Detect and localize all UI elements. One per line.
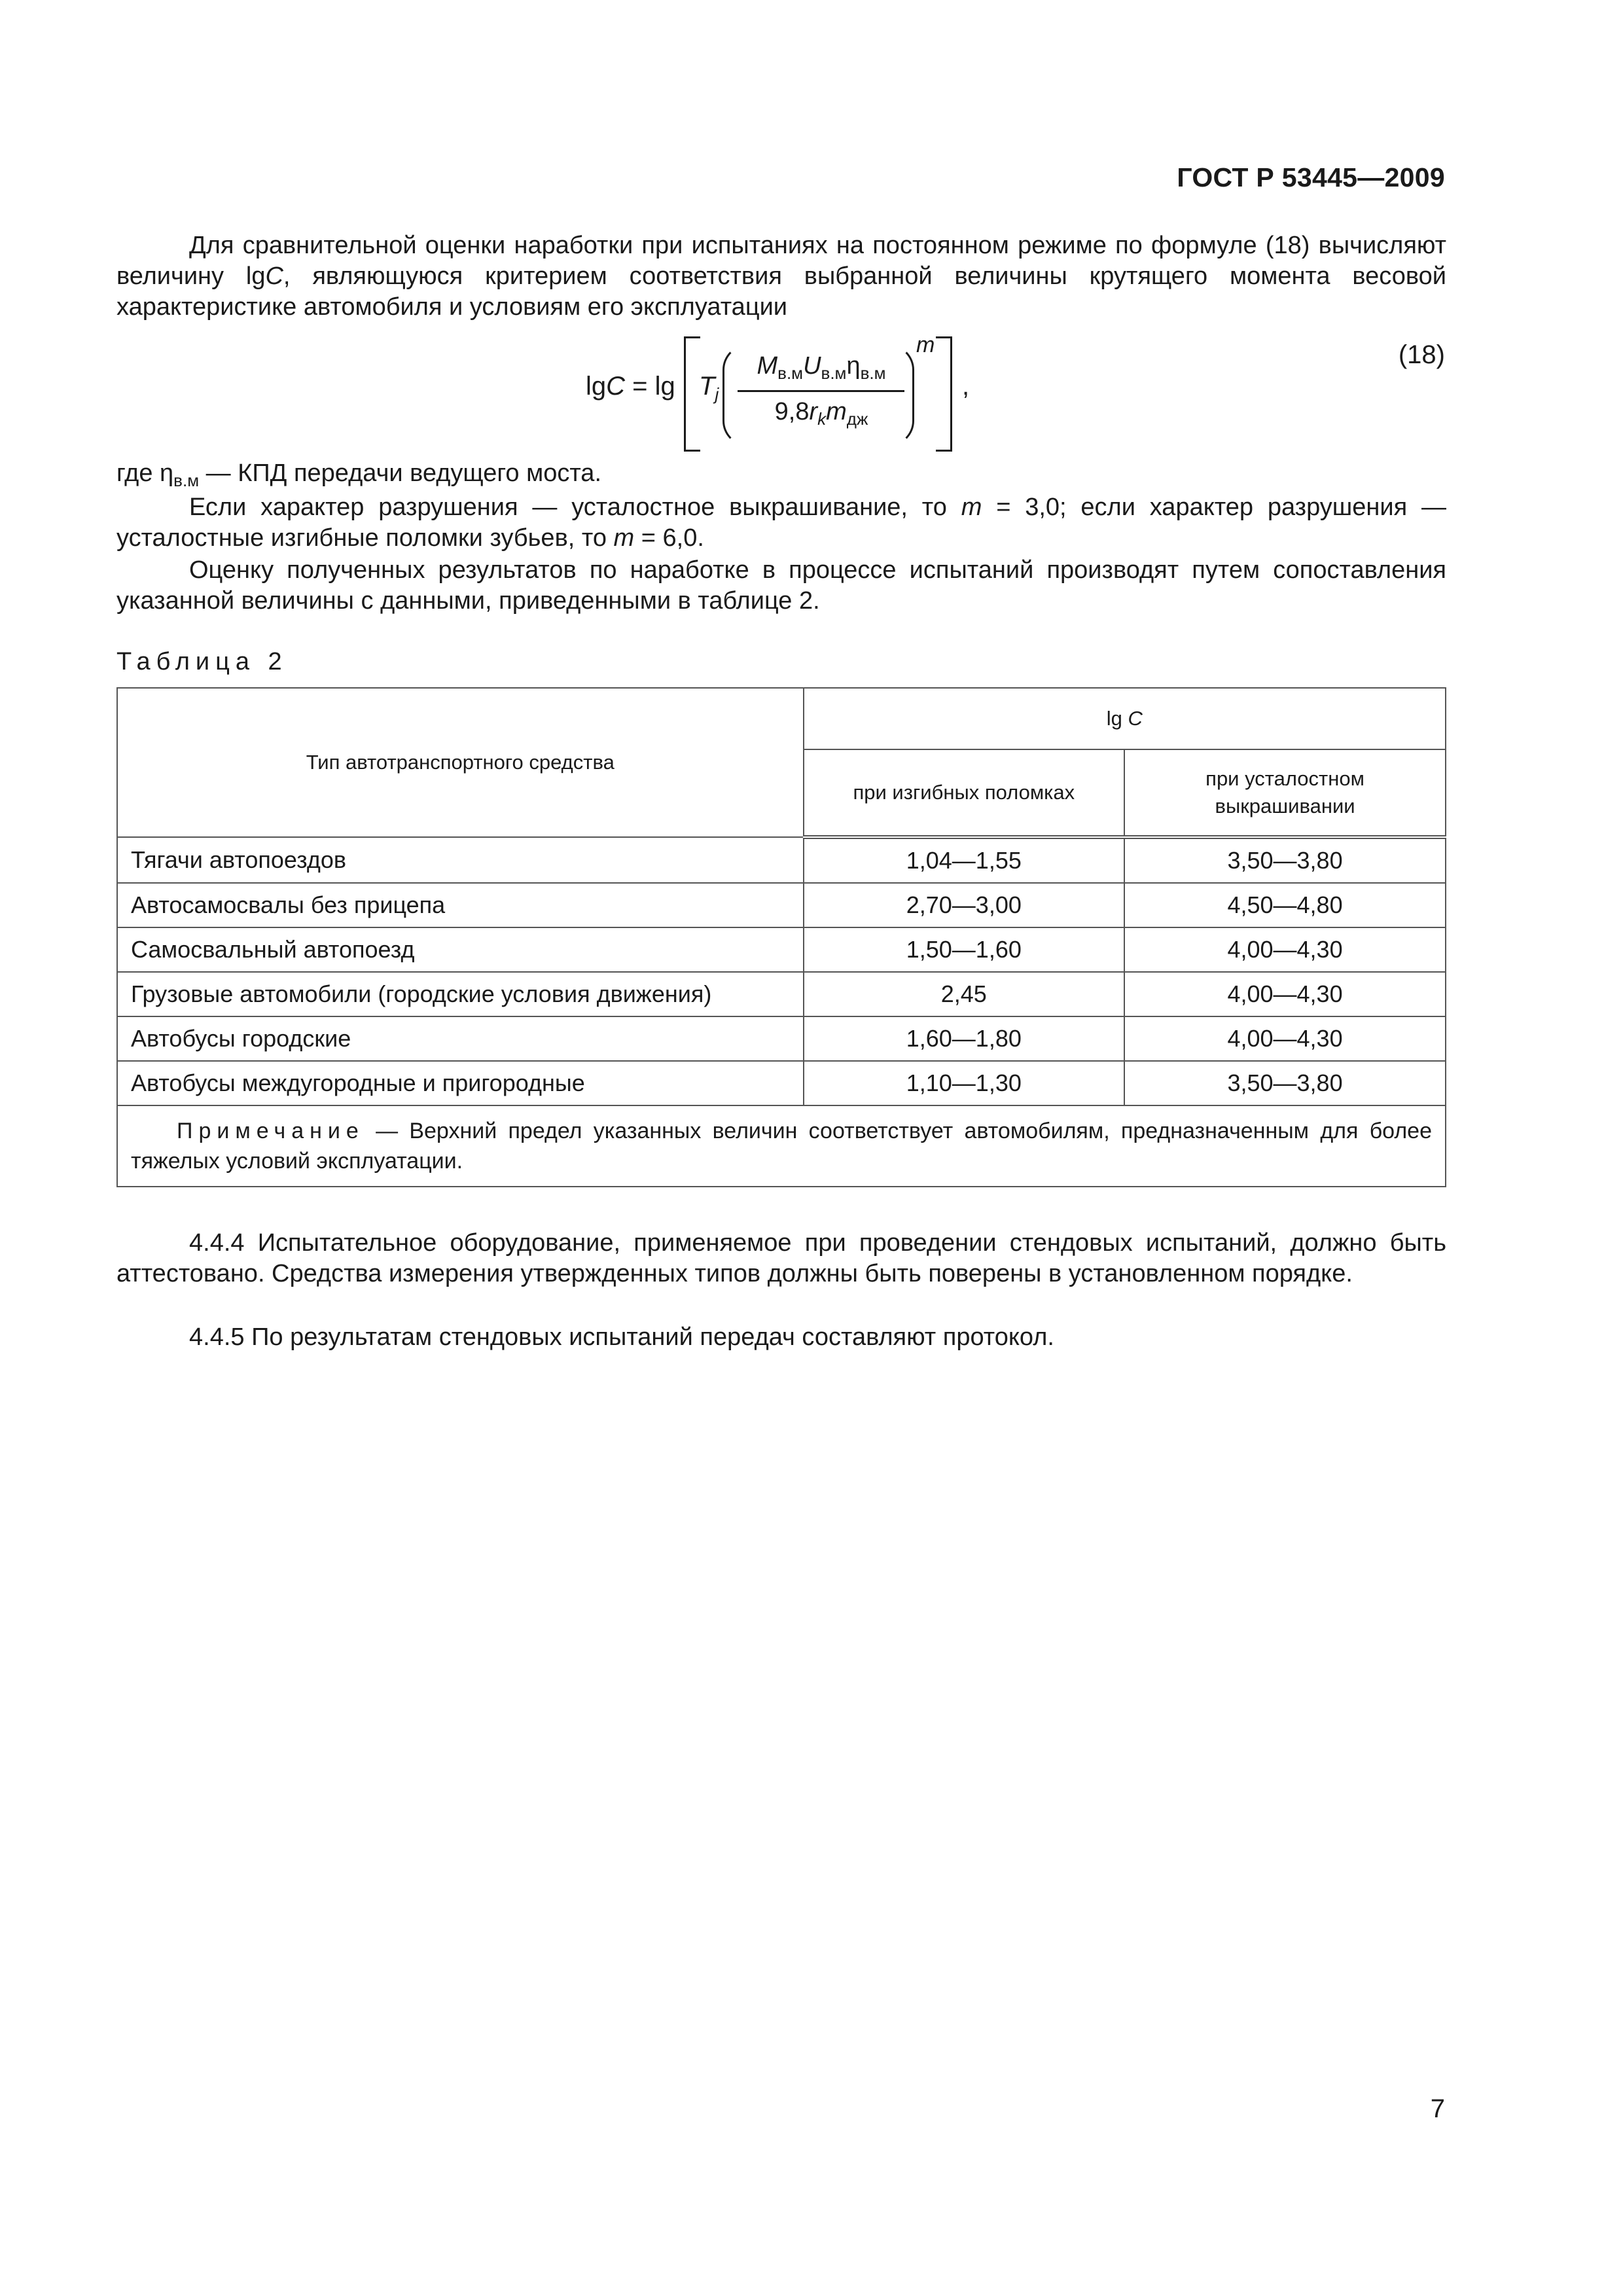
cell-type: Тягачи автопоездов bbox=[117, 837, 804, 883]
header-bending: при изгибных поломках bbox=[804, 749, 1125, 837]
formula-right-paren bbox=[889, 344, 914, 446]
table-caption: Таблица 2 bbox=[116, 648, 288, 675]
formula-lhs-lg: lg bbox=[586, 372, 607, 401]
cell-bending: 1,10—1,30 bbox=[804, 1061, 1125, 1105]
formula-lhs-c: C bbox=[606, 372, 626, 401]
formula-m: M bbox=[757, 352, 778, 380]
cell-type: Автобусы городские bbox=[117, 1016, 804, 1061]
formula-u-sub: в.м bbox=[821, 363, 847, 383]
formula-denom-coef: 9,8 bbox=[774, 398, 810, 425]
table-2 bbox=[116, 687, 1446, 1187]
cell-type: Грузовые автомобили (городские условия движения) bbox=[117, 972, 804, 1016]
note-text: — Верхний предел указанных величин соответствует автомобилям, предназначенным для более тяжелых условий эксплуатации. bbox=[131, 1119, 1432, 1174]
where-prefix: где bbox=[116, 459, 160, 487]
header-c: C bbox=[1128, 707, 1143, 730]
cell-type: Автосамосвалы без прицепа bbox=[117, 883, 804, 927]
formula-left-square-bracket bbox=[684, 336, 700, 452]
header-fatigue: при усталостном выкрашивании bbox=[1124, 749, 1446, 837]
fatigue-text-3: = 6,0. bbox=[634, 524, 704, 552]
formula-r: r bbox=[809, 398, 818, 425]
fatigue-m2: m bbox=[613, 524, 635, 552]
formula-numerator bbox=[743, 352, 900, 384]
formula-where-clause bbox=[116, 459, 601, 491]
intro-text-1: Для сравнительной оценки наработки при испытаниях на постоянном режиме по формуле (18) вычисляют величину lg bbox=[116, 232, 1446, 290]
intro-paragraph bbox=[116, 230, 1446, 323]
cell-fatigue: 3,50—3,80 bbox=[1124, 1061, 1446, 1105]
evaluation-paragraph: Оценку полученных результатов по наработке в процессе испытаний производят путем сопоставления указанной величины с данными, приведенными в таблице 2. bbox=[116, 556, 1446, 615]
table-row bbox=[117, 1016, 1446, 1061]
page-number: 7 bbox=[1430, 2094, 1445, 2123]
formula-denominator bbox=[743, 398, 900, 429]
formula-number: (18) bbox=[1398, 340, 1445, 369]
document-header: ГОСТ Р 53445—2009 bbox=[1177, 162, 1445, 192]
formula-eta: η bbox=[846, 352, 861, 380]
formula-18 bbox=[0, 332, 1623, 457]
table-header-row-1 bbox=[117, 688, 1446, 749]
formula-t-letter: T bbox=[699, 372, 715, 401]
cell-fatigue: 4,50—4,80 bbox=[1124, 883, 1446, 927]
table-row bbox=[117, 837, 1446, 883]
note-label: Примечание bbox=[177, 1119, 365, 1143]
formula-t bbox=[699, 372, 719, 404]
formula-eta-sub: в.м bbox=[860, 363, 886, 383]
header-vehicle-type: Тип автотранспортного средства bbox=[117, 688, 804, 837]
table-note-row bbox=[117, 1105, 1446, 1187]
fatigue-m1: m bbox=[961, 493, 982, 521]
where-text: — КПД передачи ведущего моста. bbox=[199, 459, 601, 487]
table-row bbox=[117, 1061, 1446, 1105]
cell-fatigue: 4,00—4,30 bbox=[1124, 972, 1446, 1016]
formula-t-sub: j bbox=[715, 384, 719, 404]
header-lg: lg bbox=[1106, 707, 1128, 730]
cell-fatigue: 3,50—3,80 bbox=[1124, 837, 1446, 883]
formula-m-var: m bbox=[826, 398, 847, 425]
formula-lhs bbox=[586, 372, 675, 401]
intro-text-2: , являющуюся критерием соответствия выбранной величины крутящего момента весовой характеристике автомобиля и условиям его эксплуатации bbox=[116, 262, 1446, 321]
fatigue-paragraph bbox=[116, 492, 1446, 554]
where-eta: η bbox=[160, 459, 174, 487]
cell-bending: 1,50—1,60 bbox=[804, 927, 1125, 972]
formula-comma: , bbox=[962, 372, 970, 401]
table-note bbox=[117, 1105, 1446, 1187]
formula-u: U bbox=[803, 352, 821, 380]
cell-fatigue: 4,00—4,30 bbox=[1124, 927, 1446, 972]
fatigue-text-2: = 3,0; если характер разрушения — усталостные изгибные поломки зубьев, то bbox=[116, 493, 1447, 552]
header-lg-c bbox=[804, 688, 1446, 749]
cell-bending: 2,70—3,00 bbox=[804, 883, 1125, 927]
formula-exponent: m bbox=[916, 332, 935, 357]
cell-bending: 2,45 bbox=[804, 972, 1125, 1016]
table-row bbox=[117, 972, 1446, 1016]
formula-eq-lg: = lg bbox=[625, 372, 675, 401]
cell-type: Автобусы междугородные и пригородные bbox=[117, 1061, 804, 1105]
cell-bending: 1,04—1,55 bbox=[804, 837, 1125, 883]
formula-right-square-bracket bbox=[936, 336, 952, 452]
formula-m-var-sub: дж bbox=[846, 409, 868, 429]
formula-m-sub: в.м bbox=[777, 363, 804, 383]
cell-fatigue: 4,00—4,30 bbox=[1124, 1016, 1446, 1061]
cell-type: Самосвальный автопоезд bbox=[117, 927, 804, 972]
table-row bbox=[117, 927, 1446, 972]
section-4-4-5: 4.4.5 По результатам стендовых испытаний передач составляют протокол. bbox=[189, 1323, 1054, 1351]
intro-var-c: C bbox=[265, 262, 283, 290]
where-eta-sub: в.м bbox=[173, 471, 200, 490]
formula-r-sub: k bbox=[817, 409, 827, 429]
fatigue-text-1: Если характер разрушения — усталостное выкрашивание, то bbox=[189, 493, 961, 521]
table-row bbox=[117, 883, 1446, 927]
section-4-4-4: 4.4.4 Испытательное оборудование, применяемое при проведении стендовых испытаний, должно быть аттестовано. Средства измерения утвержденных типов должны быть поверены в установленном порядке. bbox=[116, 1229, 1446, 1287]
cell-bending: 1,60—1,80 bbox=[804, 1016, 1125, 1061]
formula-fraction-bar bbox=[738, 390, 904, 392]
